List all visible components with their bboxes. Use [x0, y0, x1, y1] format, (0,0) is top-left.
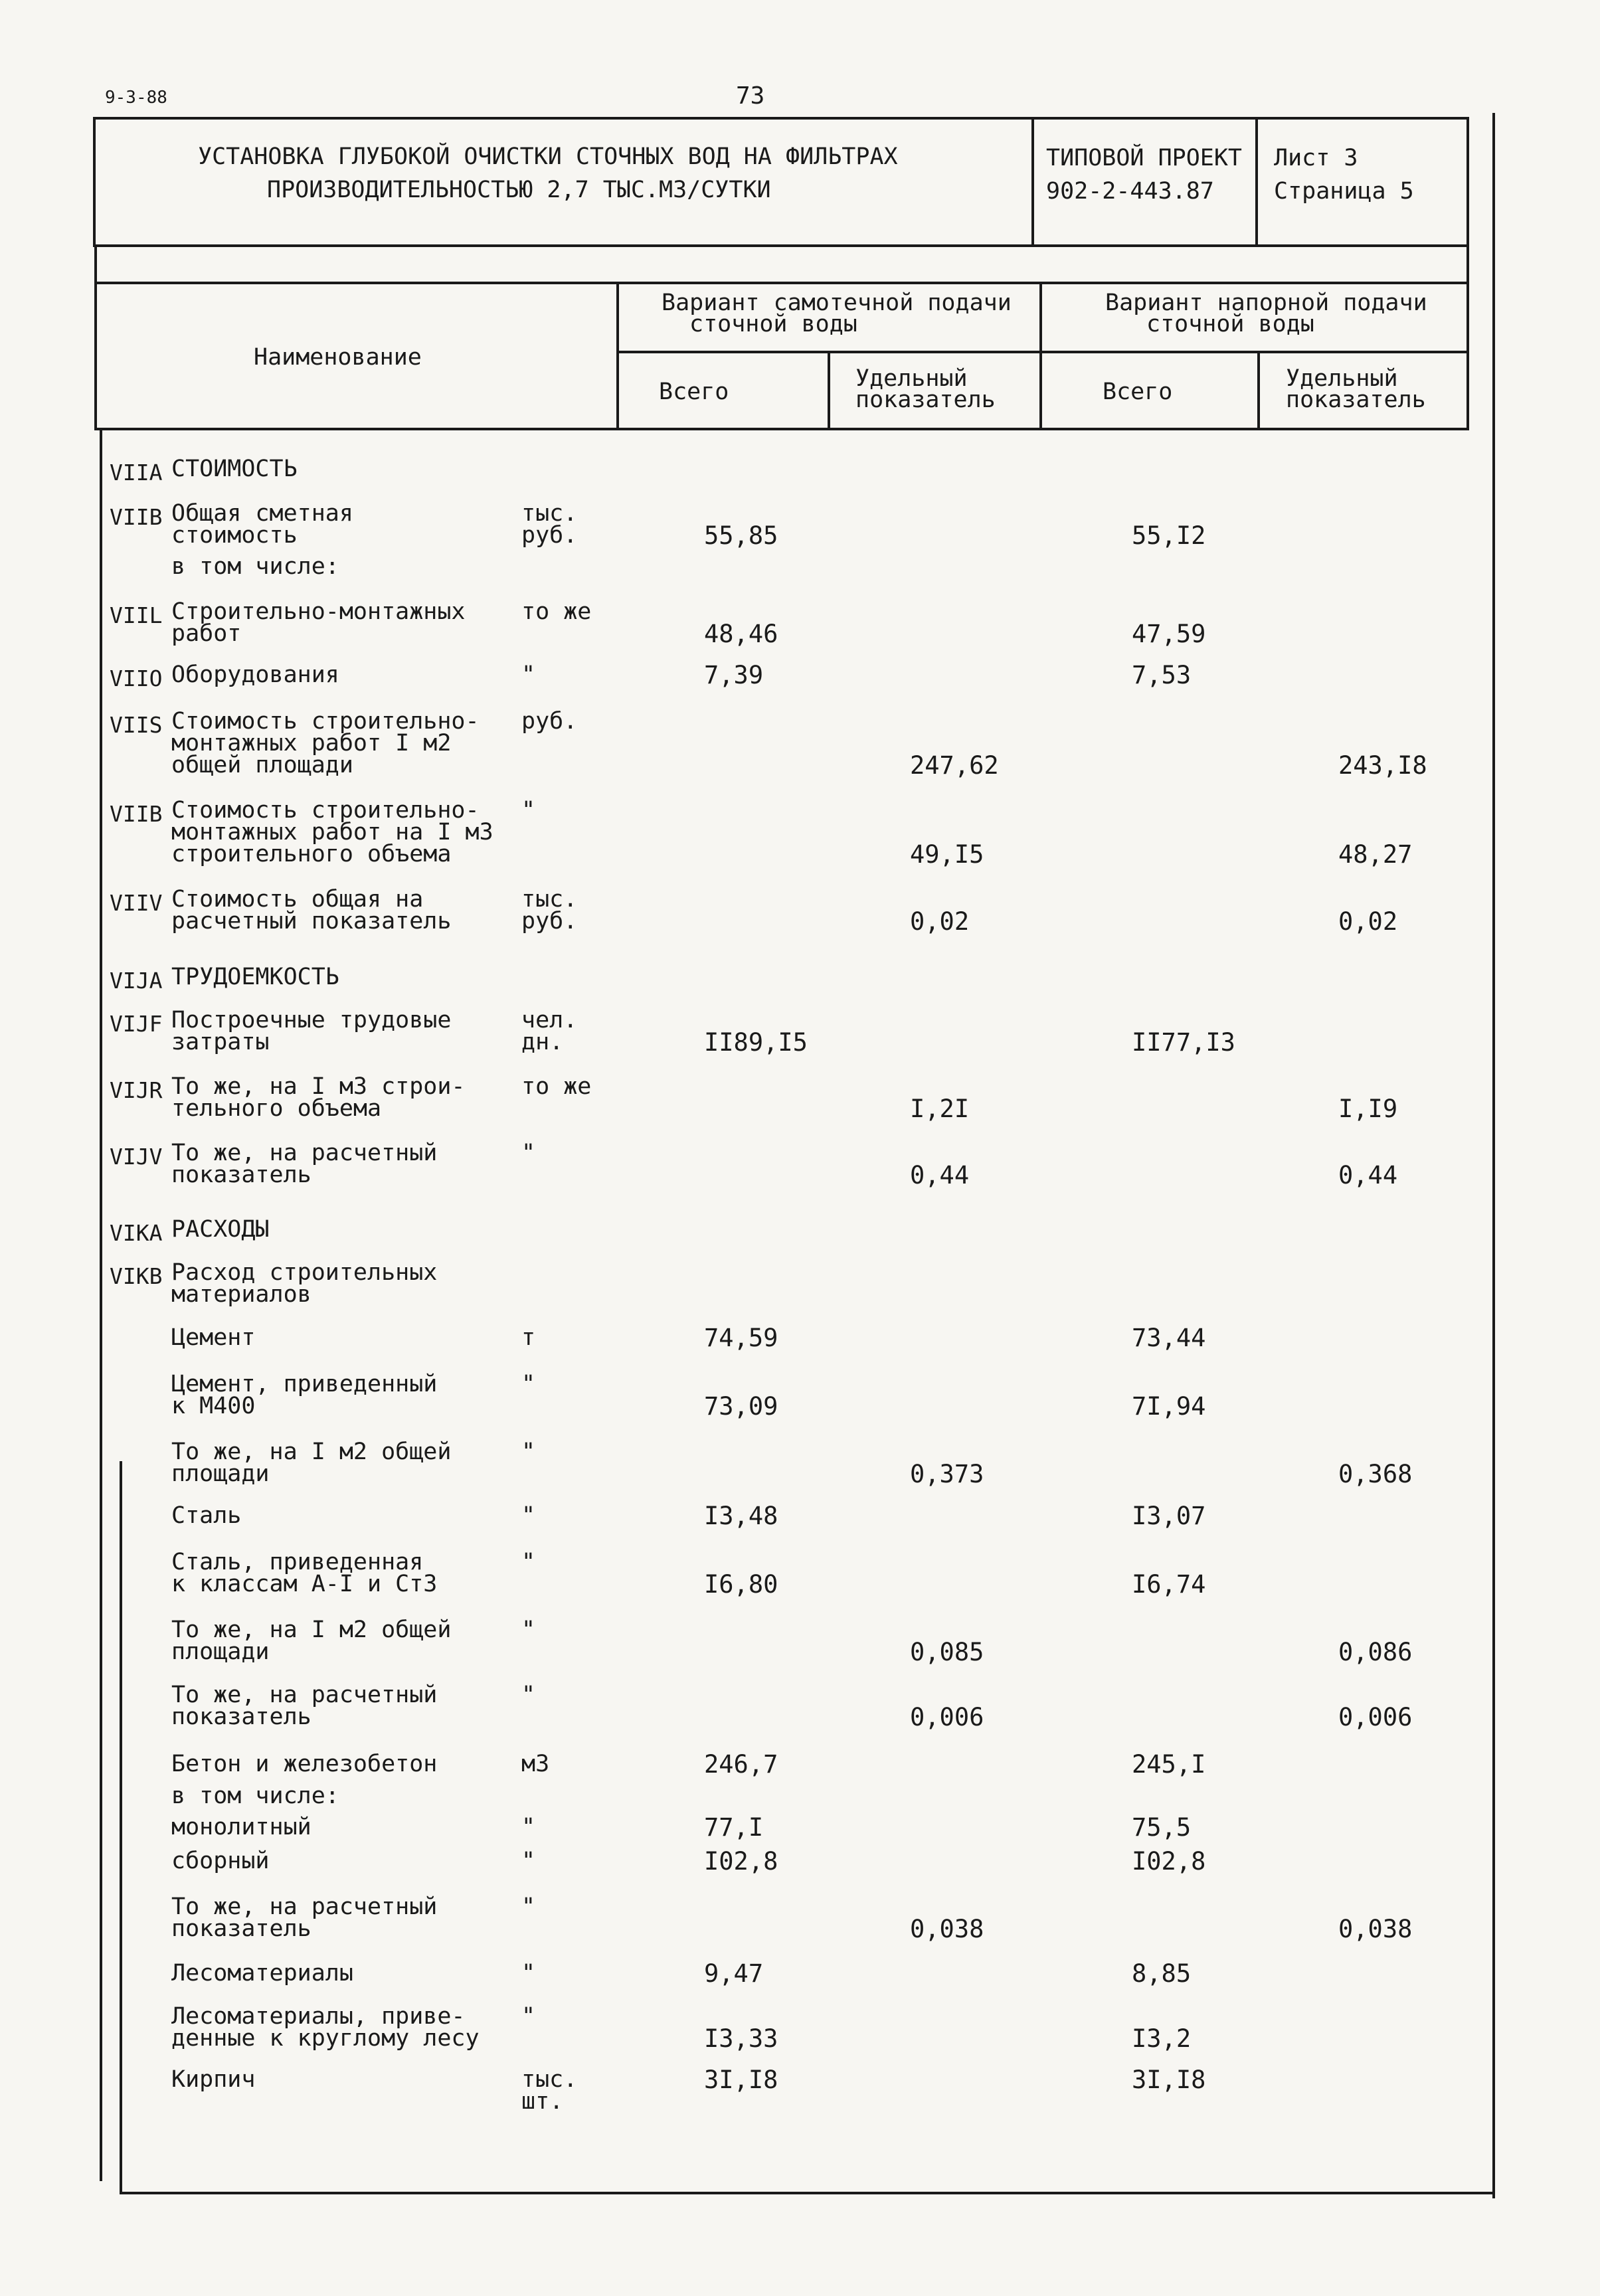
row-unit: "	[521, 1439, 536, 1465]
value-specific-pressure: 0,006	[1338, 1703, 1413, 1731]
value-specific-pressure: 0,02	[1338, 907, 1398, 936]
value-specific-pressure: 48,27	[1338, 840, 1413, 869]
column-header-variant2: Вариант напорной подачи	[1105, 290, 1427, 316]
row-unit: "	[521, 797, 536, 824]
value-total-gravity: I3,48	[704, 1502, 778, 1530]
value-total-gravity: 7,39	[704, 661, 764, 689]
column-header-name: Наименование	[254, 344, 422, 371]
value-total-gravity: I3,33	[704, 2024, 778, 2053]
row-name: То же, на расчетный показатель	[171, 1682, 438, 1730]
row-unit: то же	[521, 1073, 592, 1100]
value-total-pressure: 7I,94	[1132, 1392, 1206, 1421]
row-name: Расход строительных материалов	[171, 1259, 438, 1308]
row-unit: т	[521, 1324, 536, 1351]
row-unit: тыс. руб.	[521, 500, 578, 549]
row-code: VIKB	[110, 1263, 163, 1289]
row-code: VIIB	[110, 504, 163, 530]
row-name: Цемент	[171, 1324, 256, 1351]
value-total-pressure: II77,I3	[1132, 1028, 1235, 1057]
row-unit: "	[521, 1960, 536, 1987]
value-total-gravity: 3I,I8	[704, 2066, 778, 2094]
column-header-specific-2-sub: показатель	[1286, 387, 1426, 413]
value-total-pressure: 47,59	[1132, 620, 1206, 648]
value-specific-gravity: I,2I	[910, 1095, 970, 1123]
row-code: VIIS	[110, 712, 163, 738]
value-specific-gravity: 0,44	[910, 1161, 970, 1190]
page-label: Страница 5	[1274, 178, 1414, 205]
row-unit: "	[521, 662, 536, 688]
row-unit: чел. дн.	[521, 1007, 578, 1055]
value-total-gravity: 73,09	[704, 1392, 778, 1421]
row-name: То же, на расчетный показатель	[171, 1140, 438, 1188]
value-total-pressure: 8,85	[1132, 1959, 1192, 1988]
value-total-gravity: 77,I	[704, 1813, 764, 1842]
row-name: Строительно-монтажных работ	[171, 598, 466, 647]
value-total-pressure: 73,44	[1132, 1324, 1206, 1352]
row-unit: "	[521, 1894, 536, 1920]
row-name: Сталь	[171, 1502, 242, 1529]
value-total-gravity: 246,7	[704, 1750, 778, 1779]
row-unit: "	[521, 1848, 536, 1874]
value-specific-pressure: 0,368	[1338, 1460, 1413, 1488]
row-unit: "	[521, 1371, 536, 1397]
row-code: VIIL	[110, 602, 163, 628]
value-specific-gravity: 0,02	[910, 907, 970, 936]
row-name: в том числе:	[171, 1783, 339, 1809]
row-unit: "	[521, 1140, 536, 1166]
row-name: РАСХОДЫ	[171, 1216, 270, 1243]
title-line-2: ПРОИЗВОДИТЕЛЬНОСТЬЮ 2,7 ТЫС.М3/СУТКИ	[267, 177, 771, 203]
row-name: Общая сметная стоимость	[171, 500, 353, 549]
value-specific-gravity: 0,373	[910, 1460, 984, 1488]
column-header-variant2-sub: сточной воды	[1146, 311, 1314, 337]
value-total-gravity: I02,8	[704, 1847, 778, 1876]
sheet-number: Лист 3	[1274, 145, 1358, 171]
value-specific-pressure: 0,086	[1338, 1638, 1413, 1666]
row-name: Стоимость общая на расчетный показатель	[171, 886, 452, 934]
row-name: Построечные трудовые затраты	[171, 1007, 452, 1055]
row-unit: то же	[521, 598, 592, 625]
value-total-gravity: 74,59	[704, 1324, 778, 1352]
value-total-pressure: 75,5	[1132, 1813, 1192, 1842]
value-total-pressure: I02,8	[1132, 1847, 1206, 1876]
row-name: Сталь, приведенная к классам А-I и Ст3	[171, 1549, 438, 1597]
row-code: VIIV	[110, 890, 163, 916]
row-code: VIKA	[110, 1220, 163, 1246]
value-specific-gravity: 49,I5	[910, 840, 984, 869]
row-name: Стоимость строительно- монтажных работ на I м3 строительного объема	[171, 797, 493, 867]
row-name: То же, на I м3 строи- тельного объема	[171, 1073, 466, 1122]
value-total-pressure: I3,2	[1132, 2024, 1192, 2053]
row-name: ТРУДОЕМКОСТЬ	[171, 964, 339, 990]
row-name: Стоимость строительно- монтажных работ I м2 общей площади	[171, 708, 480, 778]
value-specific-gravity: 0,038	[910, 1915, 984, 1943]
value-specific-gravity: 247,62	[910, 751, 999, 780]
row-unit: "	[521, 2003, 536, 2030]
value-total-gravity: 48,46	[704, 620, 778, 648]
value-total-pressure: I3,07	[1132, 1502, 1206, 1530]
row-unit: тыс. руб.	[521, 886, 578, 934]
row-name: То же, на I м2 общей площади	[171, 1439, 452, 1487]
row-unit: "	[521, 1682, 536, 1708]
row-code: VIIA	[110, 460, 163, 486]
row-name: Бетон и железобетон	[171, 1751, 438, 1777]
row-code: VIJR	[110, 1077, 163, 1103]
sheet-code: 9-3-88	[105, 88, 167, 108]
row-name: То же, на расчетный показатель	[171, 1894, 438, 1942]
project-label: ТИПОВОЙ ПРОЕКТ	[1046, 145, 1243, 171]
column-header-variant1-sub: сточной воды	[689, 311, 857, 337]
column-header-specific-2: Удельный	[1286, 365, 1398, 392]
column-header-specific-1: Удельный	[855, 365, 968, 392]
value-total-pressure: 7,53	[1132, 661, 1192, 689]
row-name: Оборудования	[171, 662, 339, 688]
row-code: VIIB	[110, 801, 163, 827]
value-total-pressure: 3I,I8	[1132, 2066, 1206, 2094]
title-line-1: УСТАНОВКА ГЛУБОКОЙ ОЧИСТКИ СТОЧНЫХ ВОД НА ФИЛЬТРАХ	[198, 143, 898, 170]
value-total-pressure: I6,74	[1132, 1570, 1206, 1599]
row-unit: руб.	[521, 708, 578, 735]
row-name: в том числе:	[171, 553, 339, 580]
column-header-specific-1-sub: показатель	[855, 387, 996, 413]
project-number: 902-2-443.87	[1046, 178, 1214, 205]
value-total-gravity: I6,80	[704, 1570, 778, 1599]
row-name: сборный	[171, 1848, 270, 1874]
value-specific-pressure: 0,038	[1338, 1915, 1413, 1943]
row-unit: "	[521, 1617, 536, 1643]
value-specific-gravity: 0,085	[910, 1638, 984, 1666]
row-unit: "	[521, 1549, 536, 1575]
value-total-gravity: 9,47	[704, 1959, 764, 1988]
row-name: Кирпич	[171, 2066, 256, 2093]
column-header-variant1: Вариант самотечной подачи	[662, 290, 1012, 316]
row-code: VIIO	[110, 665, 163, 691]
column-header-total-1: Всего	[659, 379, 729, 405]
row-name: Лесоматериалы	[171, 1960, 353, 1987]
row-unit: "	[521, 1814, 536, 1840]
value-total-gravity: 55,85	[704, 521, 778, 550]
row-name: Цемент, приведенный к М400	[171, 1371, 438, 1419]
value-total-pressure: 245,I	[1132, 1750, 1206, 1779]
value-total-gravity: II89,I5	[704, 1028, 808, 1057]
row-unit: тыс. шт.	[521, 2066, 578, 2115]
page-number: 73	[736, 82, 765, 110]
row-name: Лесоматериалы, приве- денные к круглому лесу	[171, 2003, 480, 2052]
row-name: СТОИМОСТЬ	[171, 456, 298, 482]
value-specific-pressure: I,I9	[1338, 1095, 1398, 1123]
value-total-pressure: 55,I2	[1132, 521, 1206, 550]
value-specific-pressure: 243,I8	[1338, 751, 1427, 780]
value-specific-gravity: 0,006	[910, 1703, 984, 1731]
row-code: VIJV	[110, 1144, 163, 1170]
row-unit: "	[521, 1502, 536, 1529]
row-name: монолитный	[171, 1814, 311, 1840]
row-code: VIJA	[110, 968, 163, 994]
row-name: То же, на I м2 общей площади	[171, 1617, 452, 1665]
value-specific-pressure: 0,44	[1338, 1161, 1398, 1190]
row-code: VIJF	[110, 1011, 163, 1037]
column-header-total-2: Всего	[1103, 379, 1173, 405]
row-unit: м3	[521, 1751, 550, 1777]
